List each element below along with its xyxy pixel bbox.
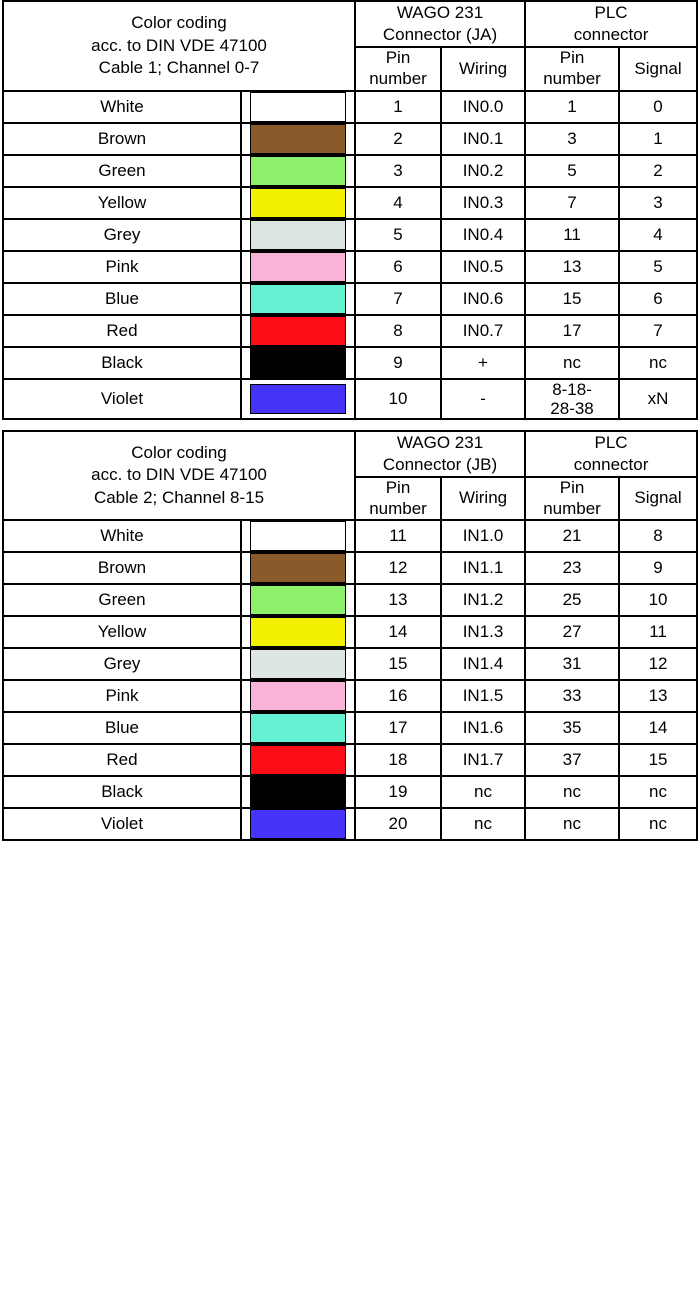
table-row [3, 187, 697, 219]
wago-pin-number-cell: 2 [355, 123, 441, 155]
plc-pin-number-cell: 3 [525, 123, 619, 155]
signal-cell: 1 [619, 123, 697, 155]
wiring-cell: IN1.0 [441, 520, 525, 552]
signal-cell: 2 [619, 155, 697, 187]
color-swatch [250, 220, 346, 250]
column-header-signal: Signal [619, 47, 697, 90]
color-swatch [250, 649, 346, 679]
signal-cell: 3 [619, 187, 697, 219]
color-swatch [250, 92, 346, 122]
wiring-cell: IN1.1 [441, 552, 525, 584]
wiring-cell: IN1.3 [441, 616, 525, 648]
color-swatch-cell [241, 155, 355, 187]
group-header-plc-connector: PLC connector [525, 431, 697, 477]
color-swatch [250, 252, 346, 282]
wago-pin-number-cell: 15 [355, 648, 441, 680]
wiring-cell: IN0.5 [441, 251, 525, 283]
color-swatch [250, 384, 346, 414]
color-swatch-cell [241, 347, 355, 379]
wago-pin-number-cell: 17 [355, 712, 441, 744]
color-swatch [250, 713, 346, 743]
color-name-cell: White [3, 520, 241, 552]
color-swatch-cell [241, 187, 355, 219]
color-name-cell: Grey [3, 648, 241, 680]
color-swatch [250, 124, 346, 154]
plc-pin-number-cell: 1 [525, 91, 619, 123]
table-row [3, 584, 697, 616]
wiring-cell: IN0.6 [441, 283, 525, 315]
wago-pin-number-cell: 12 [355, 552, 441, 584]
signal-cell: nc [619, 808, 697, 840]
wago-pin-number-cell: 3 [355, 155, 441, 187]
plc-pin-number-cell: nc [525, 776, 619, 808]
color-swatch-cell [241, 616, 355, 648]
table-header-row-title [3, 431, 697, 477]
table-row [3, 251, 697, 283]
plc-pin-number-cell: 31 [525, 648, 619, 680]
color-swatch-cell [241, 91, 355, 123]
table-row [3, 315, 697, 347]
color-swatch-cell [241, 315, 355, 347]
color-name-cell: Blue [3, 712, 241, 744]
color-swatch-cell [241, 552, 355, 584]
group-header-wago-connector: WAGO 231 Connector (JA) [355, 1, 525, 47]
wiring-cell: IN0.3 [441, 187, 525, 219]
color-name-cell: Yellow [3, 616, 241, 648]
color-swatch [250, 681, 346, 711]
wago-pin-number-cell: 18 [355, 744, 441, 776]
table-row [3, 808, 697, 840]
signal-cell: 6 [619, 283, 697, 315]
table-row [3, 552, 697, 584]
table-row [3, 712, 697, 744]
color-swatch-cell [241, 744, 355, 776]
wiring-cell: - [441, 379, 525, 419]
wago-pin-number-cell: 5 [355, 219, 441, 251]
color-swatch-cell [241, 584, 355, 616]
color-swatch [250, 809, 346, 839]
signal-cell: 8 [619, 520, 697, 552]
table-row [3, 776, 697, 808]
plc-pin-number-cell: 7 [525, 187, 619, 219]
table-row [3, 123, 697, 155]
signal-cell: 15 [619, 744, 697, 776]
plc-pin-number-cell: 37 [525, 744, 619, 776]
color-name-cell: Pink [3, 251, 241, 283]
signal-cell: xN [619, 379, 697, 419]
signal-cell: 13 [619, 680, 697, 712]
color-name-cell: Red [3, 744, 241, 776]
signal-cell: 9 [619, 552, 697, 584]
table-row [3, 379, 697, 419]
color-swatch [250, 316, 346, 346]
group-header-plc-connector: PLC connector [525, 1, 697, 47]
column-header-wago-pin-number: Pin number [355, 477, 441, 520]
color-swatch-cell [241, 379, 355, 419]
color-swatch [250, 348, 346, 378]
column-header-plc-pin-number: Pin number [525, 477, 619, 520]
table-block-cable-1 [0, 0, 700, 420]
table-row [3, 91, 697, 123]
wago-pin-number-cell: 6 [355, 251, 441, 283]
signal-cell: 4 [619, 219, 697, 251]
column-header-wago-pin-number: Pin number [355, 47, 441, 90]
wago-pin-number-cell: 8 [355, 315, 441, 347]
plc-pin-number-cell: 35 [525, 712, 619, 744]
plc-pin-number-cell: 33 [525, 680, 619, 712]
wiring-cell: IN1.5 [441, 680, 525, 712]
column-header-plc-pin-number: Pin number [525, 47, 619, 90]
color-name-cell: Violet [3, 379, 241, 419]
signal-cell: nc [619, 776, 697, 808]
color-swatch [250, 745, 346, 775]
signal-cell: 7 [619, 315, 697, 347]
wiring-table-cable-1 [2, 0, 698, 420]
table-title: Color coding acc. to DIN VDE 47100 Cable 2; Channel 8-15 [3, 431, 355, 521]
table-row [3, 155, 697, 187]
wago-pin-number-cell: 16 [355, 680, 441, 712]
plc-pin-number-cell: 23 [525, 552, 619, 584]
wiring-cell: IN0.0 [441, 91, 525, 123]
wiring-cell: nc [441, 776, 525, 808]
plc-pin-number-cell: 5 [525, 155, 619, 187]
wago-pin-number-cell: 10 [355, 379, 441, 419]
wago-pin-number-cell: 20 [355, 808, 441, 840]
table-header-row-title [3, 1, 697, 47]
color-swatch-cell [241, 712, 355, 744]
color-name-cell: Yellow [3, 187, 241, 219]
color-swatch [250, 553, 346, 583]
color-swatch-cell [241, 776, 355, 808]
table-row [3, 680, 697, 712]
wago-pin-number-cell: 1 [355, 91, 441, 123]
wago-pin-number-cell: 14 [355, 616, 441, 648]
plc-pin-number-cell: nc [525, 808, 619, 840]
table-row [3, 283, 697, 315]
wago-pin-number-cell: 7 [355, 283, 441, 315]
color-name-cell: Black [3, 347, 241, 379]
wago-pin-number-cell: 19 [355, 776, 441, 808]
color-swatch-cell [241, 251, 355, 283]
plc-pin-number-cell: 21 [525, 520, 619, 552]
table-row [3, 616, 697, 648]
wiring-table-cable-2 [2, 430, 698, 842]
wiring-cell: IN1.7 [441, 744, 525, 776]
table-row [3, 648, 697, 680]
color-swatch [250, 585, 346, 615]
color-swatch-cell [241, 648, 355, 680]
table-title: Color coding acc. to DIN VDE 47100 Cable 1; Channel 0-7 [3, 1, 355, 91]
color-swatch [250, 521, 346, 551]
plc-pin-number-cell: 8-18- 28-38 [525, 379, 619, 419]
column-header-signal: Signal [619, 477, 697, 520]
color-name-cell: Red [3, 315, 241, 347]
color-swatch-cell [241, 219, 355, 251]
color-swatch [250, 617, 346, 647]
plc-pin-number-cell: 25 [525, 584, 619, 616]
column-header-wiring: Wiring [441, 47, 525, 90]
table-separator [0, 420, 700, 430]
wago-pin-number-cell: 4 [355, 187, 441, 219]
table-block-cable-2 [0, 430, 700, 842]
color-name-cell: Violet [3, 808, 241, 840]
table-row [3, 520, 697, 552]
wiring-cell: IN0.7 [441, 315, 525, 347]
color-name-cell: Grey [3, 219, 241, 251]
wiring-cell: IN1.2 [441, 584, 525, 616]
plc-pin-number-cell: 17 [525, 315, 619, 347]
wago-pin-number-cell: 13 [355, 584, 441, 616]
color-name-cell: Pink [3, 680, 241, 712]
signal-cell: 0 [619, 91, 697, 123]
column-header-wiring: Wiring [441, 477, 525, 520]
plc-pin-number-cell: 13 [525, 251, 619, 283]
color-swatch [250, 188, 346, 218]
wiring-cell: + [441, 347, 525, 379]
color-swatch-cell [241, 520, 355, 552]
table-row [3, 744, 697, 776]
signal-cell: 12 [619, 648, 697, 680]
color-name-cell: Brown [3, 123, 241, 155]
signal-cell: 10 [619, 584, 697, 616]
plc-pin-number-cell: 11 [525, 219, 619, 251]
signal-cell: 14 [619, 712, 697, 744]
color-swatch-cell [241, 808, 355, 840]
plc-pin-number-cell: nc [525, 347, 619, 379]
color-name-cell: Brown [3, 552, 241, 584]
table-row [3, 347, 697, 379]
color-name-cell: Black [3, 776, 241, 808]
signal-cell: 5 [619, 251, 697, 283]
color-swatch-cell [241, 283, 355, 315]
table-row [3, 219, 697, 251]
wago-pin-number-cell: 9 [355, 347, 441, 379]
wiring-cell: IN1.4 [441, 648, 525, 680]
color-name-cell: White [3, 91, 241, 123]
color-name-cell: Green [3, 584, 241, 616]
color-swatch [250, 777, 346, 807]
color-swatch [250, 284, 346, 314]
wiring-cell: IN0.2 [441, 155, 525, 187]
color-name-cell: Blue [3, 283, 241, 315]
wiring-cell: IN0.1 [441, 123, 525, 155]
plc-pin-number-cell: 27 [525, 616, 619, 648]
signal-cell: 11 [619, 616, 697, 648]
color-swatch [250, 156, 346, 186]
wago-pin-number-cell: 11 [355, 520, 441, 552]
color-name-cell: Green [3, 155, 241, 187]
color-swatch-cell [241, 680, 355, 712]
signal-cell: nc [619, 347, 697, 379]
plc-pin-number-cell: 15 [525, 283, 619, 315]
wiring-cell: IN0.4 [441, 219, 525, 251]
wiring-cell: IN1.6 [441, 712, 525, 744]
wiring-cell: nc [441, 808, 525, 840]
group-header-wago-connector: WAGO 231 Connector (JB) [355, 431, 525, 477]
color-swatch-cell [241, 123, 355, 155]
